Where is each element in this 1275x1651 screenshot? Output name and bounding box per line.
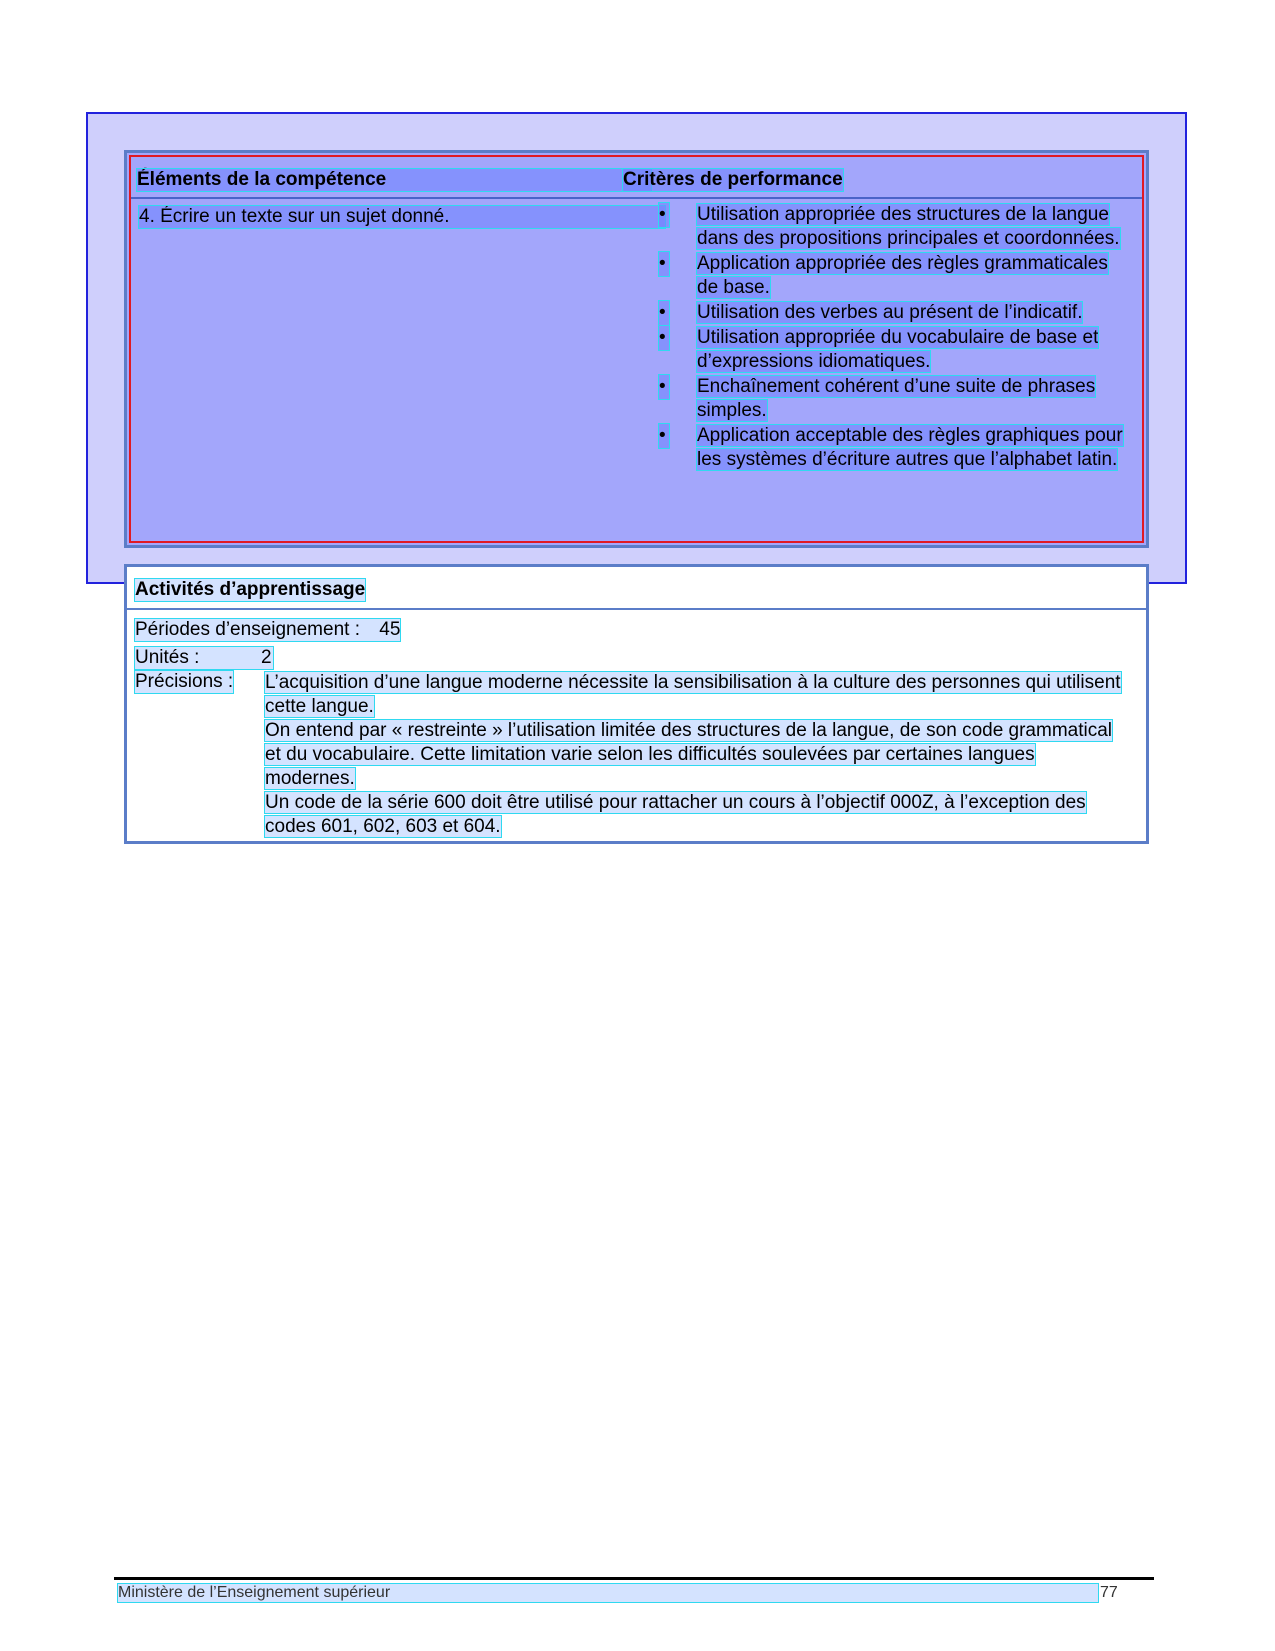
criteria-item [659,252,1129,300]
bullet-icon: • [659,252,669,276]
periods-label: Périodes d’enseignement : [135,619,360,640]
header-divider [131,197,1142,199]
bullet-icon: • [659,301,669,325]
criteria-text: Utilisation appropriée du vocabulaire de base et d’expressions idiomatiques. [697,327,1099,372]
activities-table [124,564,1149,844]
precision-paragraph: L’acquisition d’une langue moderne nécessite la sensibilisation à la culture des personnes qui utilisent cette langue. [265,672,1121,717]
bullet-icon: • [659,424,669,448]
units-label: Unités : [135,647,200,668]
precision-paragraph: On entend par « restreinte » l’utilisation limitée des structures de la langue, de son code grammatical et du vocabulaire. Cette limitation varie selon les difficultés soulevées par certaines langues modernes. [265,720,1113,789]
bullet-icon: • [659,326,669,350]
footer-page-number: 77 [1100,1584,1118,1601]
units-value: 2 [261,647,272,668]
criteria-text: Application acceptable des règles graphiques pour les systèmes d’écriture autres que l’alphabet latin. [697,425,1123,470]
criteria-text: Utilisation appropriée des structures de la langue dans des propositions principales et coordonnées. [697,204,1120,249]
competence-table-frame [129,155,1144,543]
criteria-item [659,203,1129,251]
units-row [135,647,273,669]
criteria-item [659,424,1129,472]
bullet-icon: • [659,203,669,227]
criteria-text: Enchaînement cohérent d’une suite de phrases simples. [697,376,1096,421]
header-criteria: Critères de performance [623,169,843,190]
precisions-label: Précisions : [135,671,234,692]
bullet-icon: • [659,375,669,399]
criteria-list [659,203,1129,473]
criteria-text: Application appropriée des règles grammaticales de base. [697,253,1108,298]
activities-title: Activités d’apprentissage [135,579,366,600]
criteria-text: Utilisation des verbes au présent de l’indicatif. [697,302,1083,323]
activities-divider [127,608,1146,610]
precisions-text [265,671,1125,839]
criteria-item [659,326,1129,374]
periods-row [135,619,400,641]
competence-table [124,150,1149,548]
precision-paragraph: Un code de la série 600 doit être utilisé pour rattacher un cours à l’objectif 000Z, à l’exception des codes 601, 602, 603 et 604. [265,792,1086,837]
header-elements: Éléments de la compétence [137,169,651,191]
footer-rule [114,1577,1154,1580]
criteria-item [659,301,1129,325]
criteria-item [659,375,1129,423]
periods-value: 45 [379,619,401,640]
footer-ministry: Ministère de l’Enseignement supérieur [118,1584,1098,1602]
competence-element: 4. Écrire un texte sur un sujet donné. [139,206,665,228]
